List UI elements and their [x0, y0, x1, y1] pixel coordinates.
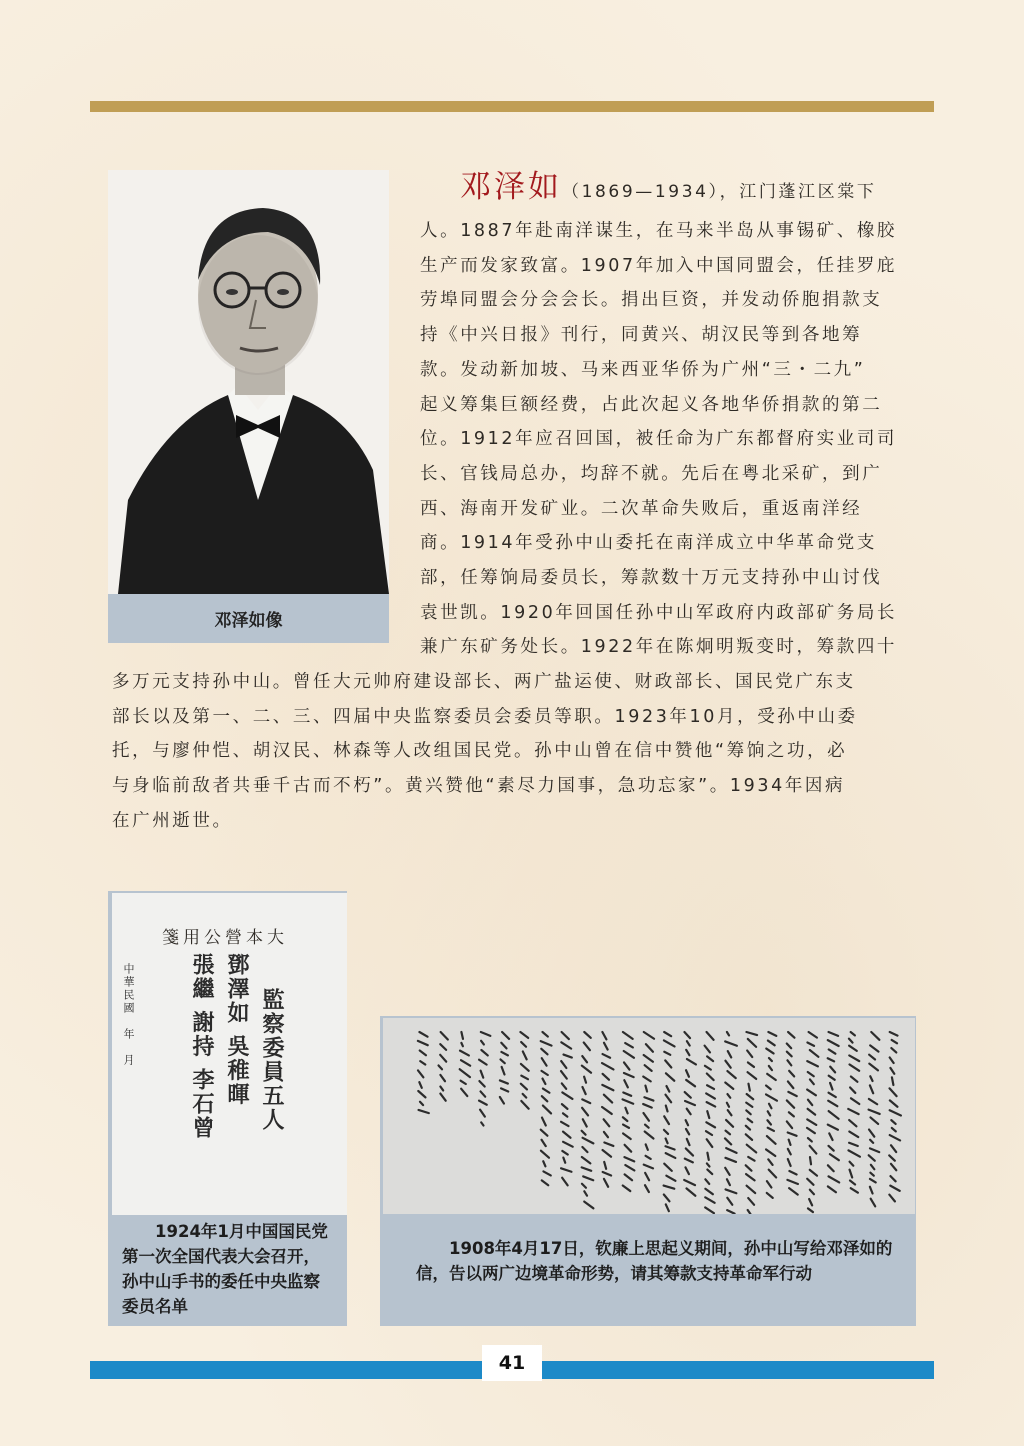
bio-line: 持《中兴日报》刊行，同黄兴、胡汉民等到各地筹 [420, 325, 863, 346]
top-gold-rule [90, 101, 934, 112]
bio-line-full: 与身临前敌者共垂千古而不朽”。黄兴赞他“素尽力国事，急功忘家”。1934年因病 [112, 776, 846, 797]
bio-line-full: 在广州逝世。 [112, 810, 233, 831]
handwriting-stroke [748, 1084, 749, 1091]
handwriting-stroke [461, 1032, 463, 1039]
handwriting-stroke [707, 1153, 708, 1160]
portrait-figure [108, 170, 389, 643]
bio-line: 部，任筹饷局委员长，筹款数十万元支持孙中山讨伐 [420, 568, 883, 588]
bio-line: 生产而发家致富。1907年加入中国同盟会，任挂罗庇 [420, 255, 898, 276]
bottom-blue-rule-right [542, 1361, 934, 1379]
handwriting-stroke [892, 1077, 893, 1085]
letter-caption [416, 1236, 896, 1286]
list-column-3: 張繼 謝持 李石曾 [189, 953, 215, 1141]
bottom-blue-rule-left [90, 1361, 482, 1379]
bio-line: 商。1914年受孙中山委托在南洋成立中华革命党支 [420, 533, 877, 554]
bio-line: 西、海南开发矿业。二次革命失败后，重返南洋经 [420, 498, 863, 519]
bio-heading-line [420, 170, 914, 210]
handwriting-stroke [461, 1043, 462, 1046]
bio-line: 袁世凯。1920年回国任孙中山军政府内政部矿务局长 [420, 602, 898, 623]
committee-list-figure [108, 891, 347, 1326]
portrait-photo [108, 170, 389, 594]
page-number: 41 [482, 1345, 542, 1381]
portrait-illustration [108, 170, 389, 594]
committee-list-caption [108, 1219, 347, 1319]
bio-line-full: 多万元支持孙中山。曾任大元帅府建设部长、两广盐运使、财政部长、国民党广东支 [112, 672, 856, 692]
bio-line: 位。1912年应召回国，被任命为广东都督府实业司司 [420, 429, 898, 450]
letter-figure [380, 1016, 916, 1326]
bio-line: 人。1887年赴南洋谋生，在马来半岛从事锡矿、橡胶 [420, 221, 898, 241]
bio-line: 起义筹集巨额经费，占此次起义各地华侨捐款的第二 [420, 394, 883, 415]
bio-line: 款。发动新加坡、马来西亚华侨为广州“三・二九” [420, 359, 866, 380]
letter-caption-text: 1908年4月17日，钦廉上思起义期间，孙中山写给邓泽如的信，告以两广边境革命形势，请其筹款支持革命军行动 [416, 1239, 893, 1283]
portrait-caption: 邓泽如像 [108, 594, 389, 643]
bio-line-full: 部长以及第一、二、三、四届中央监察委员会委员等职。1923年10月，受孙中山委 [112, 706, 858, 727]
list-column-1: 監察委員五人 [259, 988, 285, 1132]
list-column-2: 鄧澤如 吳稚暉 [224, 953, 250, 1107]
list-letterhead: 大本營公用箋 [162, 928, 288, 948]
bio-line: 劳埠同盟会分会会长。捐出巨资，并发动侨胞捐款支 [420, 290, 883, 311]
committee-list-caption-text: 1924年1月中国国民党第一次全国代表大会召开，孙中山手书的委任中央监察委员名单 [122, 1222, 328, 1316]
bio-line: 兼广东矿务处长。1922年在陈炯明叛变时，筹款四十 [420, 637, 898, 658]
person-name: 邓泽如 [460, 169, 562, 205]
committee-list-photo [112, 893, 347, 1215]
handwritten-letter-illustration [383, 1018, 915, 1214]
letter-photo [383, 1018, 915, 1214]
handwriting-stroke [810, 1157, 811, 1164]
bio-line: 长、官钱局总办，均辞不就。先后在粤北采矿，到广 [420, 463, 883, 484]
bio-line-full: 托，与廖仲恺、胡汉民、林森等人改组国民党。孙中山曾在信中赞他“筹饷之功，必 [112, 741, 848, 762]
bio-dates: （1869—1934），江门蓬江区棠下 [562, 182, 877, 202]
list-date-column: 中華民國 年 月 [122, 963, 135, 1067]
